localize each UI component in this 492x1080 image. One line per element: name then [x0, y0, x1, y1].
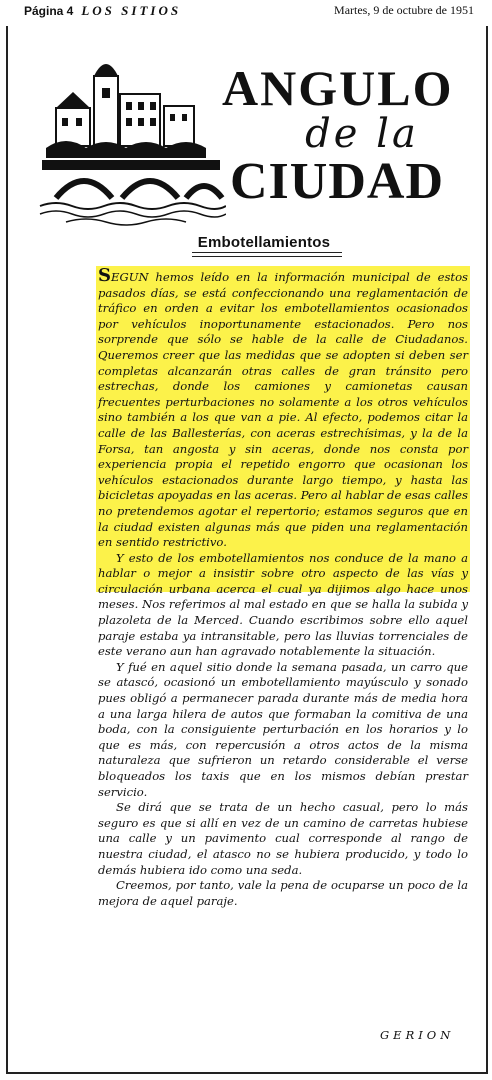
article-paragraph: Y esto de los embotellamientos nos conduce de la mano a hablar o mejor a insistir sobre otro aspecto de las vías y circulación urbana acerca el cual ya dijimos algo hace unos meses. Nos referimos al mal estado en que se halla la subida y plazoleta de la Merced. Cuando escribimos sobre ello aquel paraje estaba ya intransitable, pero las lluvias torrenciales de este verano aun han agravado notablemente la situación. [98, 550, 468, 659]
article-body [98, 265, 468, 909]
article-headline: Embotellamientos [197, 234, 331, 251]
article-paragraph: Se dirá que se trata de un hecho casual, pero lo más seguro es que si allí en vez de un camino de carretas hubiese una calle y un pavimento cual corresponde al rango de nuestra ciudad, el atasco no se hubiera producido, y todo lo demás hubiera ido como una seda. [98, 800, 468, 877]
article-paragraph: Y fué en aquel sitio donde la semana pasada, un carro que se atascó, ocasionó un embotellamiento mayúsculo y sonado pues obligó a permanecer parada durante más de media hora a una larga hilera de autos que formaban la comitiva de una boda, con la consiguiente perturbación en los horarios y lo que es más, con repercusión a otros actos de la misma naturaleza que sufrieron un retardo considerable el verse bloqueados los taxis que en los mismos debían prestar servicio. [98, 659, 468, 799]
article-paragraph: Creemos, por tanto, vale la pena de ocuparse un poco de la mejora de aquel paraje. [98, 878, 468, 908]
title-line-2: de la [305, 111, 419, 157]
drop-cap: S [98, 265, 111, 286]
issue-date: Martes, 9 de octubre de 1951 [334, 3, 474, 17]
title-line-1: ANGULO [222, 60, 454, 116]
page-header [24, 3, 474, 21]
headline-underline [192, 252, 342, 253]
left-column-rule [6, 26, 8, 1072]
article-paragraph: SEGUN hemos leído en la información municipal de estos pasados días, se está confeccionando una reglamentación de tráfico en orden a evitar los embotellamientos ocasionados por vehículos inoportunamente estacionados. Pero nos sorprende que sólo se hable de la calle de Ciudadanos. Queremos creer que las medidas que se adopten si deben ser completas alcanzarán otras calles de gran tránsito pero estrechas, donde los camiones y camionetas causan frecuentes perturbaciones no solamente a los otros vehículos sino también a los que van a pie. Al efecto, podemos citar la calle de las Ballesterías, con aceras estrechísimas, y la de la Forsa, tan angosta y sin aceras, donde nos consta por experiencia propia el repetido engorro que ocasionan los vehículos estacionados durante largo tiempo, y hasta las bicicletas apoyadas en las aceras. Pero al hablar de esas calles no pretendemos agotar el repertorio; estamos seguros que en la ciudad existen algunas más que piden una reglamentación en sentido restrictivo. [98, 265, 468, 550]
city-bridge-illustration [36, 48, 226, 226]
right-column-rule [486, 26, 488, 1072]
page-number: Página 4 [24, 4, 74, 18]
bottom-rule [6, 1072, 488, 1074]
section-title [222, 62, 452, 210]
headline-underline-2 [192, 256, 342, 257]
author-signature: GERION [380, 1028, 455, 1042]
title-line-3: CIUDAD [230, 153, 444, 210]
newspaper-name: LOS SITIOS [81, 3, 182, 18]
